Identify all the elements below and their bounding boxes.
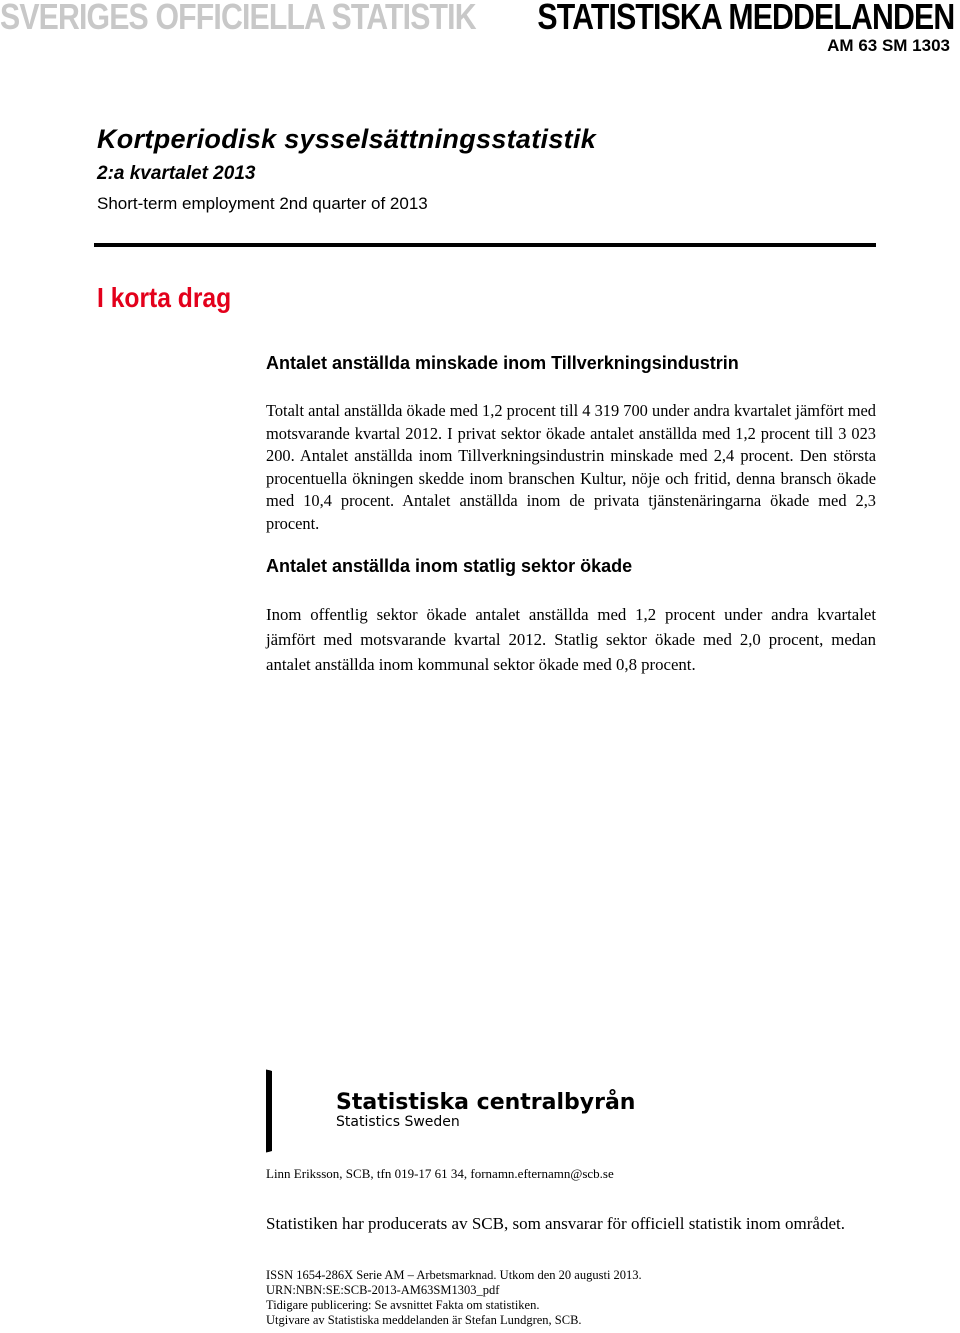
section-text-state-sector: Inom offentlig sektor ökade antalet anställda med 1,2 procent under andra kvartalet jämfört med motsvarande kvartal 2012. Statlig sektor ökade med 2,0 procent, medan antalet anställda inom kommunal sektor ökade med 0,8 procent. (266, 605, 876, 674)
title-divider (94, 243, 876, 247)
english-title: Short-term employment 2nd quarter of 2013 (97, 194, 428, 213)
logo-subname: Statistics Sweden (336, 1114, 460, 1130)
page-title: Kortperiodisk sysselsättningsstatistik (97, 124, 597, 154)
publisher-line: Utgivare av Statistiska meddelanden är Stefan Lundgren, SCB. (266, 1313, 582, 1327)
contact-line: Linn Eriksson, SCB, tfn 019-17 61 34, fornamn.efternamn@scb.se (266, 1166, 614, 1181)
section-heading-state-sector: Antalet anställda inom statlig sektor ökade (266, 556, 633, 576)
producer-note: Statistiken har producerats av SCB, som ansvarar för officiell statistik inom området. (266, 1214, 845, 1233)
summary-heading: I korta drag (97, 282, 232, 313)
earlier-publication-line: Tidigare publicering: Se avsnittet Fakta om statistiken. (266, 1298, 540, 1312)
document-id: AM 63 SM 1303 (827, 36, 950, 55)
svg-text:SCB: SCB (272, 1098, 313, 1130)
period-subtitle: 2:a kvartalet 2013 (97, 163, 256, 184)
publication-type-banner: STATISTISKA MEDDELANDEN (537, 0, 954, 37)
issn-line: ISSN 1654-286X Serie AM – Arbetsmarknad. Utkom den 20 augusti 2013. (266, 1268, 642, 1282)
section-text-manufacturing: Totalt antal anställda ökade med 1,2 procent till 4 319 700 under andra kvartalet jämfört med motsvarande kvartal 2012. I privat sektor ökade antalet anställda med 1,2 procent till 3 023 200. Antalet anställda inom Tillverkningsindustrin minskade med 2,4 procent. Den största procentuella ökningen skedde inom branschen Kultur, nöje och fritid, denna bransch ökade med 10,4 procent. Antalet anställda inom de privata tjänstenäringarna ökade med 2,3 procent. (266, 401, 876, 533)
scb-logo-icon (266, 1067, 328, 1160)
section-heading-manufacturing: Antalet anställda minskade inom Tillverkningsindustrin (266, 353, 739, 373)
series-banner: SVERIGES OFFICIELLA STATISTIK (0, 0, 476, 37)
logo-name: Statistiska centralbyrån (336, 1090, 636, 1115)
publication-footer (266, 1268, 642, 1328)
urn-line: URN:NBN:SE:SCB-2013-AM63SM1303_pdf (266, 1283, 500, 1297)
